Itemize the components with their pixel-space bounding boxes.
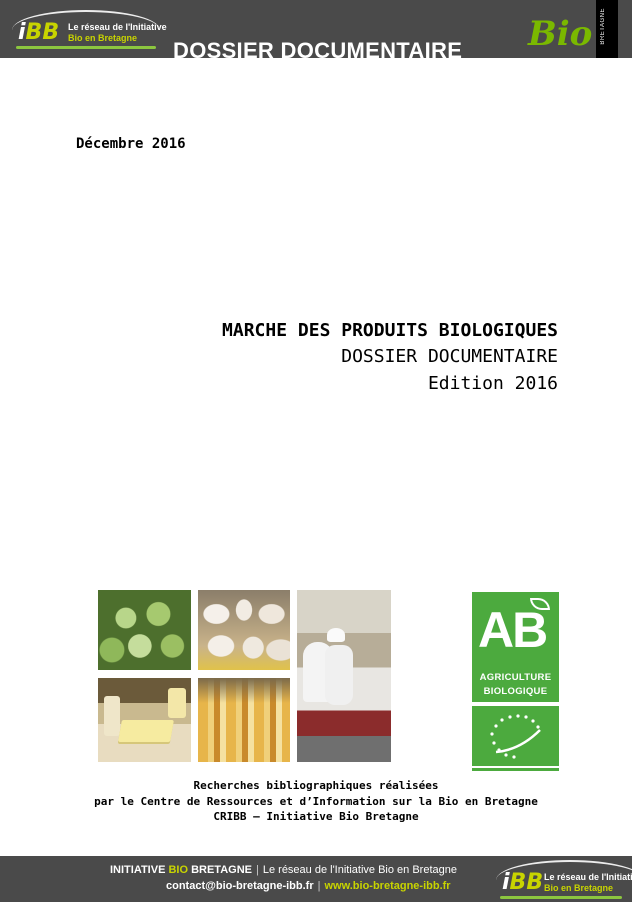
glass-shape (104, 696, 120, 736)
ibb-logo-letters: iBB (502, 870, 544, 895)
footer-line2 (166, 880, 451, 892)
bretagne-tab (596, 0, 618, 58)
photo-eggs (198, 590, 290, 670)
butter-block (118, 720, 174, 742)
ibb-logo-line1: Le réseau de l'Initiative (68, 22, 167, 32)
ibb-logo-line2: Bio en Bretagne (544, 883, 614, 893)
footer-separator: | (256, 864, 259, 876)
photo-pasta-shelf (198, 678, 290, 762)
document-subtitle: DOSSIER DOCUMENTAIRE (341, 346, 558, 367)
header-title: DOSSIER DOCUMENTAIRE (173, 38, 463, 63)
ab-letters: AB (478, 602, 547, 658)
chef-hat (327, 628, 345, 642)
ibb-logo-line1: Le réseau de l'Initiative (544, 872, 643, 882)
ibb-logo (10, 8, 167, 52)
photo-butter-dairy (98, 678, 191, 762)
ab-line2: BIOLOGIQUE (483, 686, 548, 697)
footer-separator: | (317, 880, 321, 892)
footer-org-name: INITIATIVE BIO BRETAGNE (110, 864, 252, 876)
footer-website-link[interactable]: www.bio-bretagne-ibb.fr (324, 880, 451, 892)
eu-organic-leaf-icon (472, 706, 559, 766)
document-title-block (222, 318, 558, 398)
footer-line1 (110, 864, 457, 876)
photo-cabbages (98, 590, 191, 670)
ibb-logo-line2: Bio en Bretagne (68, 33, 138, 43)
page-header (0, 0, 632, 63)
credits-block (0, 778, 632, 825)
footer-email-link[interactable]: contact@bio-bretagne-ibb.fr (166, 880, 314, 892)
footer-ibb-logo (494, 858, 643, 900)
logo-underline-icon (500, 896, 622, 899)
jar-shape (168, 688, 186, 718)
ibb-logo-letters: iBB (18, 20, 60, 45)
ab-certification-logo (472, 592, 559, 772)
credits-line1: Recherches bibliographiques réalisées (193, 779, 439, 792)
document-edition: Edition 2016 (427, 373, 558, 394)
chef-figure (325, 645, 353, 705)
page-footer (0, 856, 643, 902)
ab-line1: AGRICULTURE (479, 672, 552, 683)
logo-underline-icon (16, 46, 156, 49)
footer-tagline: Le réseau de l'Initiative Bio en Bretagne (262, 864, 457, 876)
bretagne-label: BRETAGNE (600, 8, 606, 45)
credits-line3: CRIBB – Initiative Bio Bretagne (213, 810, 419, 823)
credits-line2: par le Centre de Ressources et d’Information sur la Bio en Bretagne (94, 794, 538, 808)
ab-logo-green-panel (472, 592, 559, 702)
document-title: MARCHE DES PRODUITS BIOLOGIQUES (222, 320, 558, 341)
bio-logo: Bio (528, 14, 593, 54)
eu-leaf-bar (472, 768, 559, 771)
document-date: Décembre 2016 (76, 136, 186, 152)
photo-chefs-kitchen (297, 590, 391, 762)
